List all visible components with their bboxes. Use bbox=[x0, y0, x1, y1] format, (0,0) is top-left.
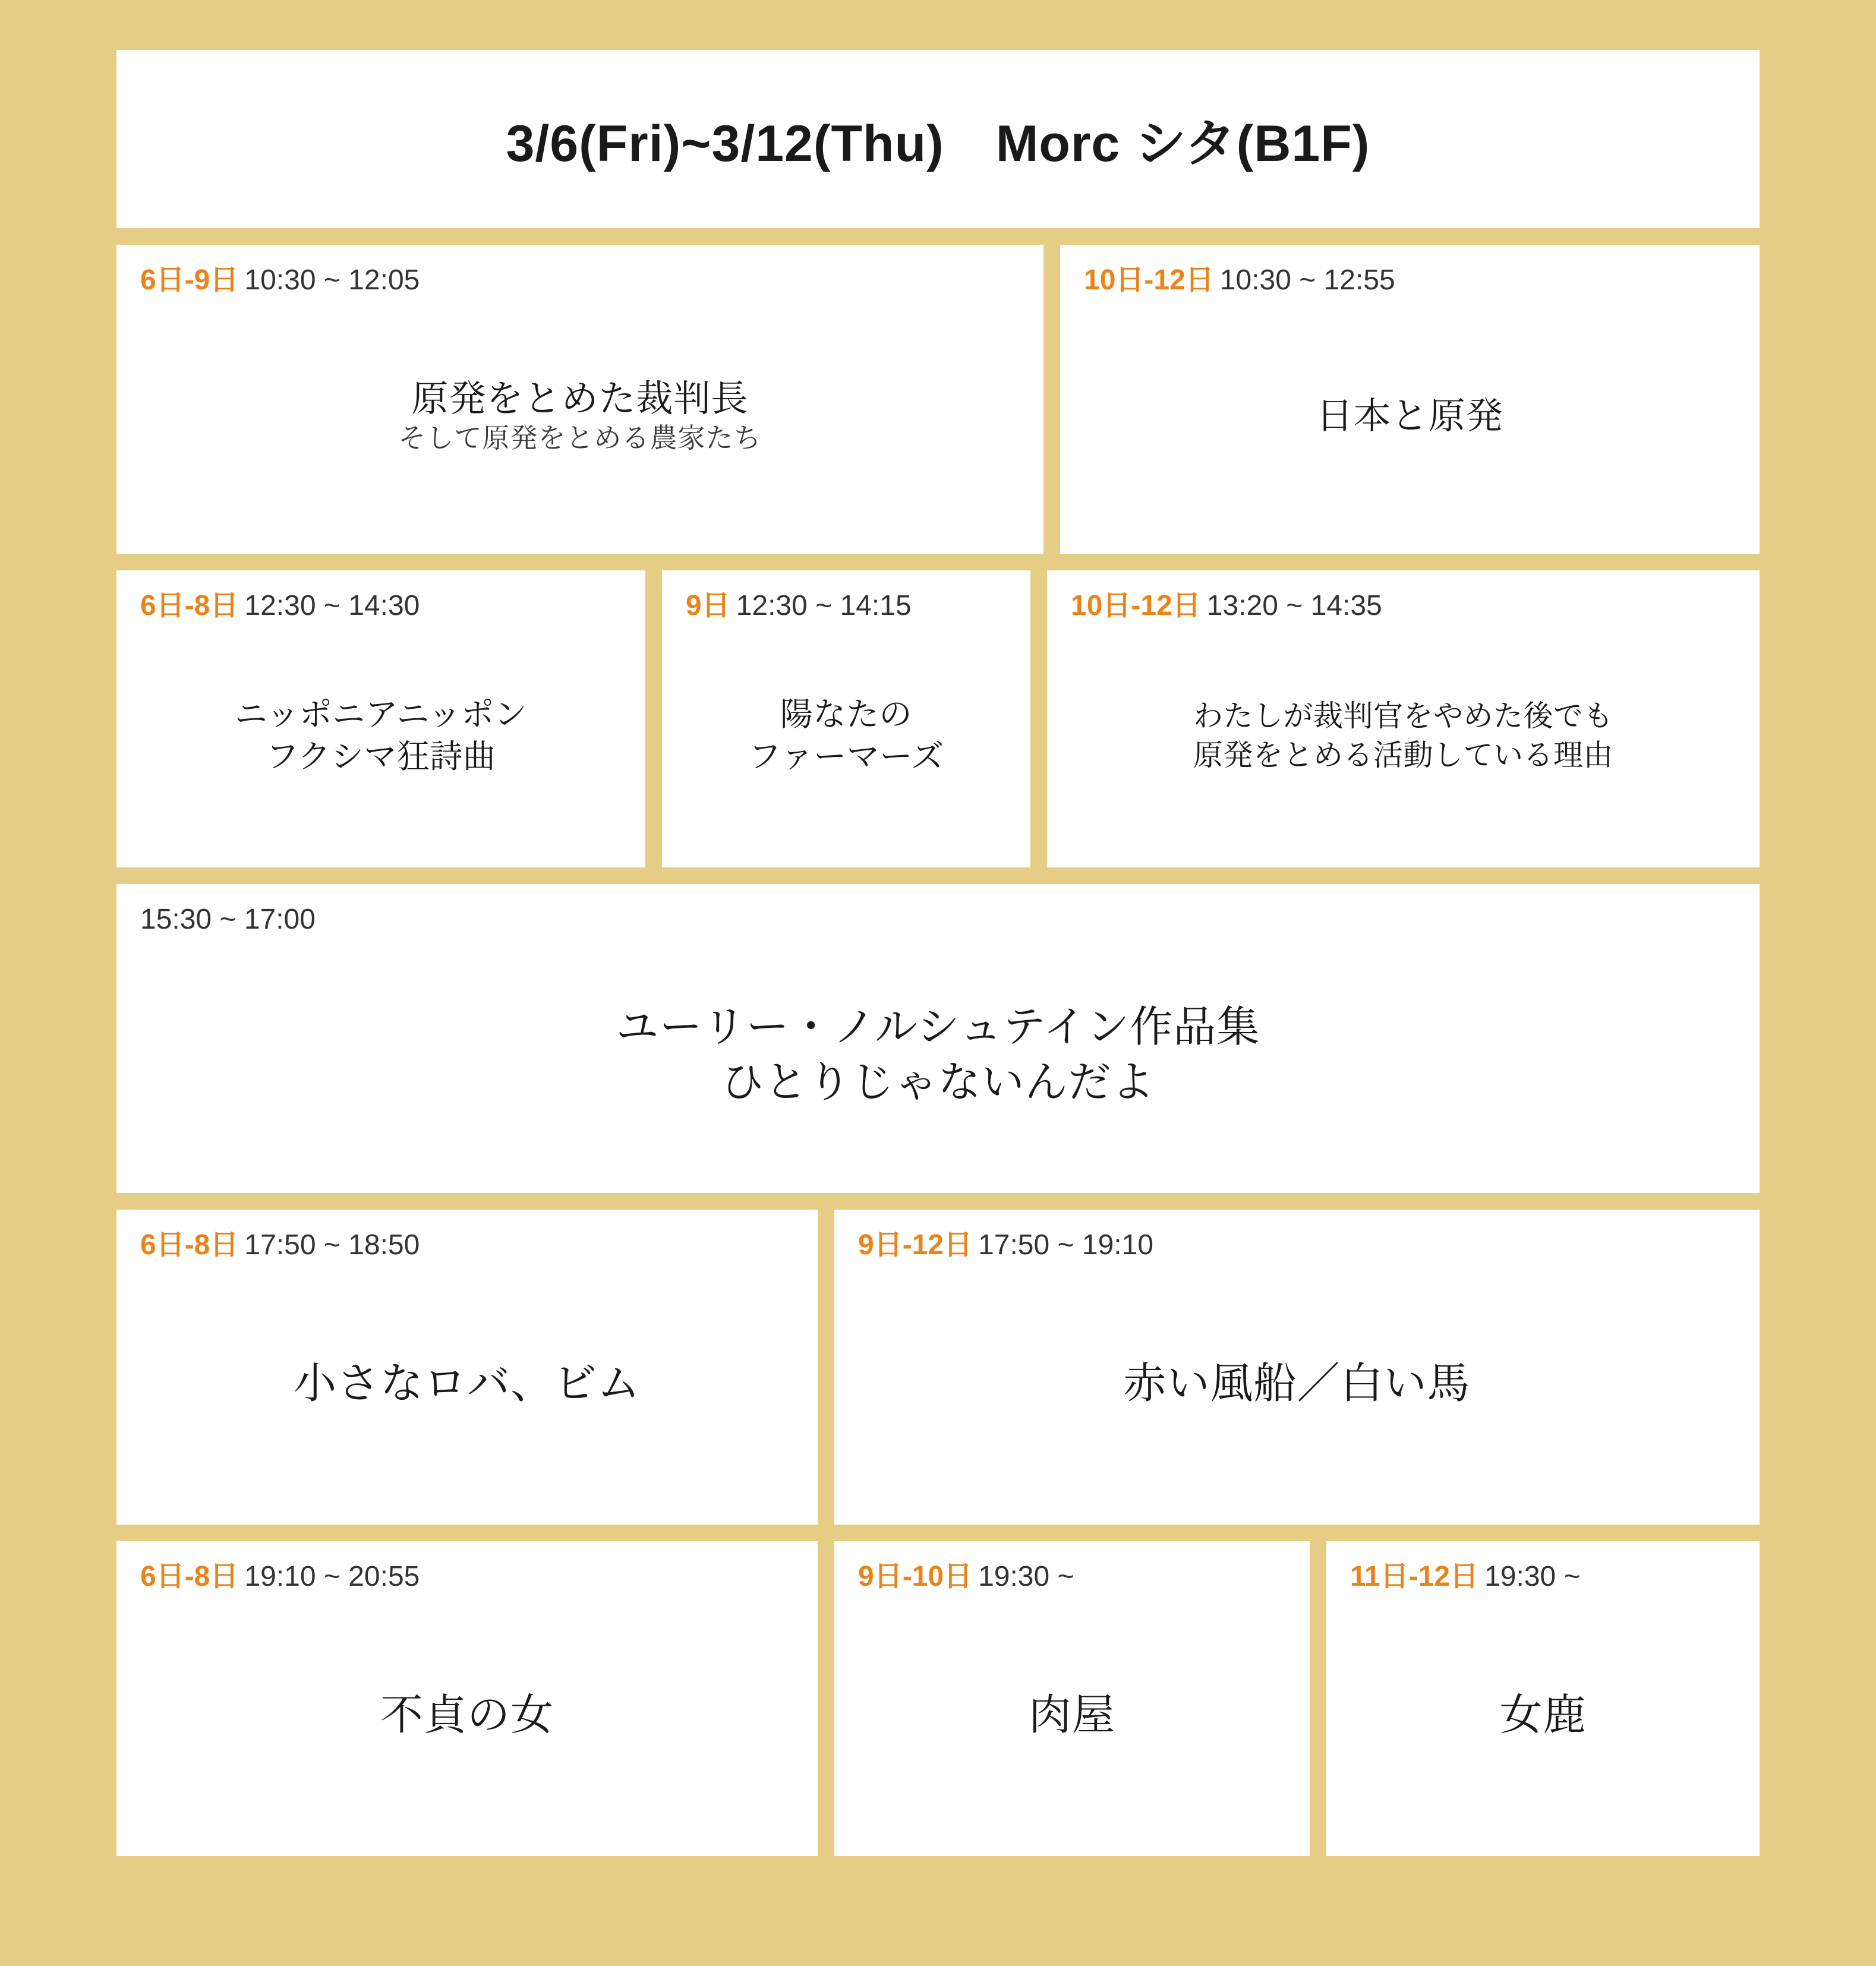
program-time: 10:30 ~ 12:05 bbox=[244, 264, 420, 296]
program-time: 12:30 ~ 14:30 bbox=[244, 590, 420, 621]
program-titles bbox=[140, 296, 1020, 536]
schedule-row-1 bbox=[116, 245, 1760, 554]
spacer bbox=[645, 570, 662, 867]
schedule-row-5 bbox=[116, 1541, 1760, 1856]
program-titles bbox=[686, 622, 1007, 850]
program-card[interactable] bbox=[834, 1541, 1310, 1856]
program-card[interactable] bbox=[1060, 245, 1760, 554]
spacer bbox=[1043, 245, 1060, 554]
program-days: 6日-8日 bbox=[140, 1229, 239, 1261]
program-title: 肉屋 bbox=[1028, 1691, 1115, 1739]
page-title: 3/6(Fri)~3/12(Thu) Morc シタ(B1F) bbox=[506, 115, 1370, 172]
program-time: 12:30 ~ 14:15 bbox=[736, 590, 912, 621]
program-meta bbox=[140, 591, 622, 622]
program-card[interactable] bbox=[116, 884, 1760, 1193]
program-card[interactable] bbox=[116, 245, 1043, 554]
schedule-row-4 bbox=[116, 1210, 1760, 1525]
program-time: 15:30 ~ 17:00 bbox=[140, 904, 316, 935]
spacer bbox=[818, 1541, 834, 1856]
program-card[interactable] bbox=[834, 1210, 1760, 1525]
program-days: 6日-8日 bbox=[140, 590, 239, 621]
program-title-line-2: ひとりじゃないんだよ bbox=[721, 1059, 1155, 1107]
program-title: 不貞の女 bbox=[380, 1691, 554, 1739]
program-title-line-1: ニッポニアニッポン bbox=[234, 695, 528, 733]
program-titles bbox=[140, 1593, 794, 1838]
program-title-line-2: ファーマーズ bbox=[748, 738, 944, 775]
spacer bbox=[116, 867, 1760, 884]
program-days: 9日-12日 bbox=[858, 1229, 973, 1261]
program-title: 女鹿 bbox=[1499, 1691, 1587, 1739]
spacer bbox=[116, 1193, 1760, 1210]
program-title: 日本と原発 bbox=[1316, 395, 1503, 437]
program-card[interactable] bbox=[116, 1541, 818, 1856]
program-meta bbox=[858, 1561, 1286, 1593]
program-meta bbox=[1071, 591, 1736, 622]
program-days: 9日-10日 bbox=[858, 1561, 973, 1592]
program-time: 17:50 ~ 18:50 bbox=[244, 1229, 420, 1261]
program-time: 17:50 ~ 19:10 bbox=[978, 1229, 1154, 1261]
program-meta bbox=[1084, 265, 1736, 296]
spacer bbox=[116, 554, 1760, 570]
program-days: 11日-12日 bbox=[1350, 1561, 1479, 1592]
program-title-line-1: 陽なたの bbox=[780, 695, 912, 733]
program-title-line-2: 原発をとめる活動している理由 bbox=[1193, 739, 1613, 772]
poster-header bbox=[116, 50, 1760, 228]
program-titles bbox=[140, 936, 1736, 1175]
program-title-line-1: ユーリー・ノルシュテイン作品集 bbox=[616, 1003, 1260, 1051]
program-time: 19:30 ~ bbox=[978, 1561, 1074, 1592]
program-time: 19:10 ~ 20:55 bbox=[244, 1561, 420, 1592]
spacer bbox=[818, 1210, 834, 1525]
program-card[interactable] bbox=[1047, 570, 1760, 867]
program-days: 10日-12日 bbox=[1071, 590, 1201, 621]
program-titles bbox=[1350, 1593, 1736, 1838]
program-titles bbox=[140, 1261, 794, 1507]
program-card[interactable] bbox=[1326, 1541, 1760, 1856]
program-titles bbox=[858, 1261, 1736, 1507]
schedule-row-3 bbox=[116, 884, 1760, 1193]
program-card[interactable] bbox=[116, 1210, 818, 1525]
program-days: 6日-9日 bbox=[140, 264, 239, 296]
program-title: 小さなロバ、ビム bbox=[293, 1359, 641, 1408]
program-titles bbox=[858, 1593, 1286, 1838]
program-meta bbox=[1350, 1561, 1736, 1593]
spacer bbox=[116, 1525, 1760, 1541]
spacer bbox=[116, 228, 1760, 245]
program-meta bbox=[858, 1230, 1736, 1261]
program-meta bbox=[140, 265, 1020, 296]
spacer bbox=[1310, 1541, 1326, 1856]
program-subtitle: そして原発をとめる農家たち bbox=[398, 422, 762, 454]
program-meta bbox=[686, 591, 1007, 622]
spacer bbox=[1030, 570, 1047, 867]
program-title: 赤い風船／白い馬 bbox=[1123, 1359, 1471, 1408]
program-titles bbox=[140, 622, 622, 850]
program-time: 10:30 ~ 12:55 bbox=[1219, 264, 1395, 296]
program-time: 19:30 ~ bbox=[1484, 1561, 1581, 1592]
program-days: 9日 bbox=[686, 590, 730, 621]
program-meta bbox=[140, 1561, 794, 1593]
program-card[interactable] bbox=[662, 570, 1030, 867]
program-days: 10日-12日 bbox=[1084, 264, 1214, 296]
program-titles bbox=[1071, 622, 1736, 850]
program-days: 6日-8日 bbox=[140, 1561, 239, 1592]
program-title-line-2: フクシマ狂詩曲 bbox=[266, 738, 496, 775]
program-time: 13:20 ~ 14:35 bbox=[1206, 590, 1382, 621]
program-title: 原発をとめた裁判長 bbox=[411, 378, 749, 419]
program-card[interactable] bbox=[116, 570, 645, 867]
program-meta bbox=[140, 904, 1736, 936]
program-title-line-1: わたしが裁判官をやめた後でも bbox=[1193, 699, 1613, 733]
program-titles bbox=[1084, 296, 1736, 536]
program-meta bbox=[140, 1230, 794, 1261]
schedule-row-2 bbox=[116, 570, 1760, 867]
